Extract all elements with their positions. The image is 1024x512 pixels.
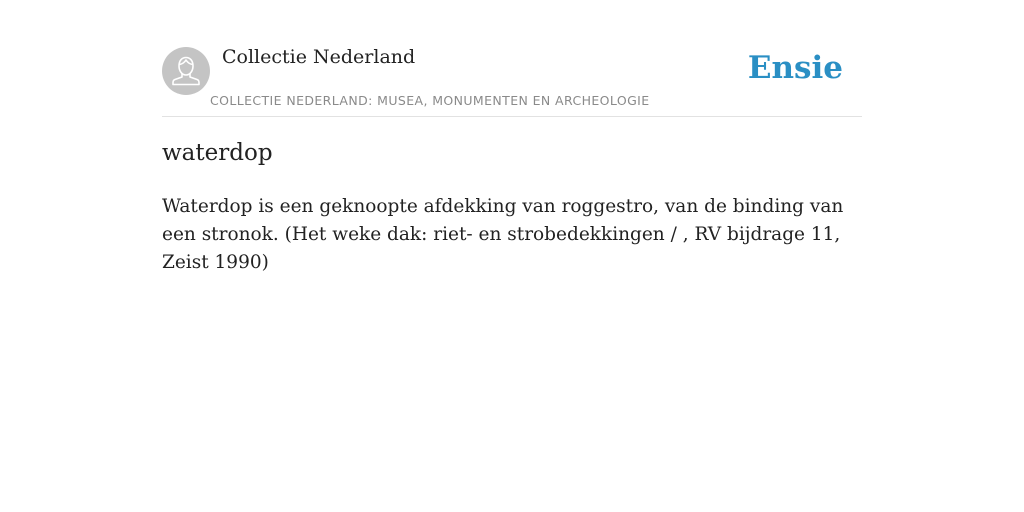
entry-header — [162, 44, 862, 117]
ensie-logo[interactable]: Ensie — [747, 50, 843, 86]
author-subtitle: COLLECTIE NEDERLAND: MUSEA, MONUMENTEN EN ARCHEOLOGIE — [210, 93, 650, 108]
user-avatar-icon — [162, 47, 210, 95]
term-title: waterdop — [162, 140, 273, 166]
definition-text: Waterdop is een geknoopte afdekking van roggestro, van de binding van een stronok. (Het weke dak: riet- en strobedekkingen / , RV bijdrage 11, Zeist 1990) — [162, 196, 844, 273]
author-name[interactable]: Collectie Nederland — [222, 46, 416, 68]
avatar[interactable] — [162, 47, 210, 95]
